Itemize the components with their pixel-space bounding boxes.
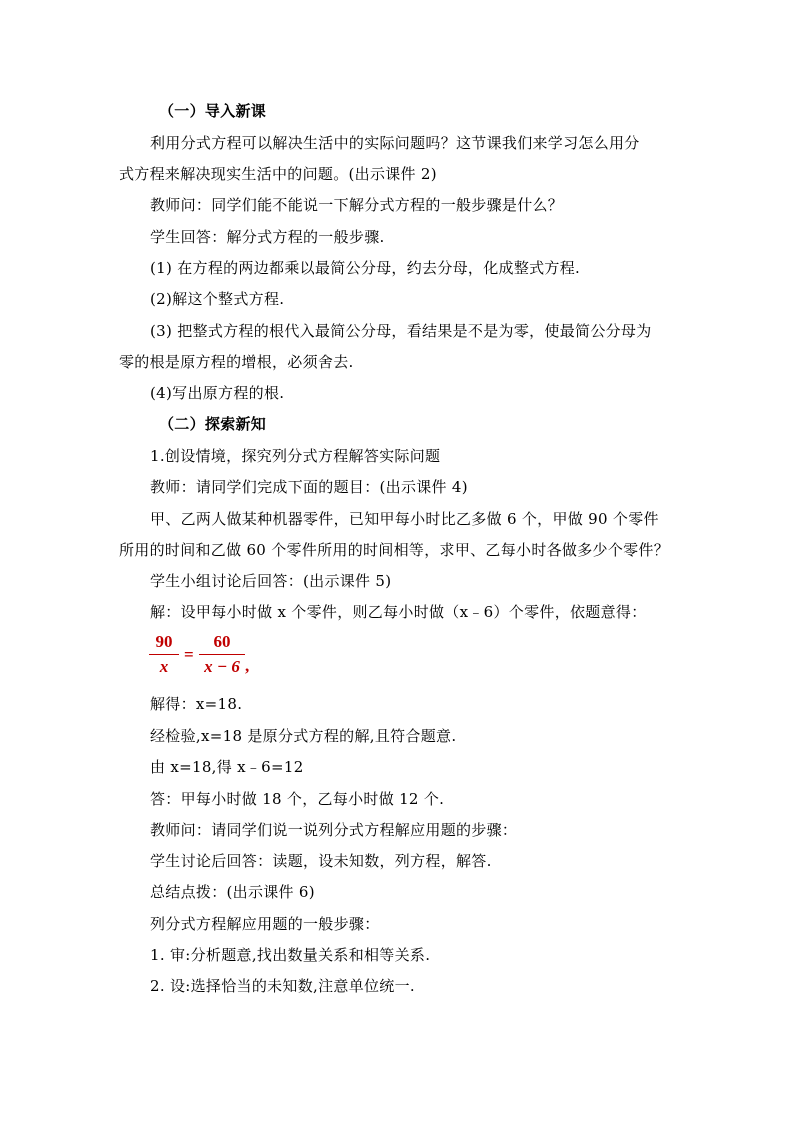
paragraph-line: 式方程来解决现实生活中的问题。(出示课件 2) [119, 165, 437, 183]
section-heading-explore: （二）探索新知 [159, 415, 267, 433]
fraction-denominator: x [159, 657, 169, 676]
section-heading-intro: （一）导入新课 [159, 102, 267, 120]
step-item: (3) 把整式方程的根代入最简公分母，看结果是不是为零，使最简公分母为 [150, 322, 652, 340]
answer-line: 答：甲每小时做 18 个，乙每小时做 12 个. [150, 790, 445, 808]
general-step-item: 2. 设:选择恰当的未知数,注意单位统一. [150, 977, 415, 995]
step-item: (2)解这个整式方程. [150, 290, 285, 308]
fraction-numerator: 90 [155, 632, 173, 651]
fraction-bar [149, 654, 179, 655]
equals-sign: = [184, 645, 194, 664]
step-item-continued: 零的根是原方程的增根，必须舍去. [119, 353, 354, 371]
teacher-question: 教师问：同学们能不能说一下解分式方程的一般步骤是什么？ [150, 196, 564, 214]
teacher-question: 教师问：请同学们说一说列分式方程解应用题的步骤： [150, 821, 518, 839]
student-answer: 学生回答：解分式方程的一般步骤. [150, 228, 385, 246]
step-item: (1) 在方程的两边都乘以最简公分母，约去分母，化成整式方程. [150, 259, 581, 277]
solution-intro: 解：设甲每小时做 x 个零件，则乙每小时做（x﹣6）个零件，依题意得： [150, 603, 647, 621]
equation-comma: , [245, 656, 250, 675]
fraction-left [149, 632, 179, 677]
student-answer: 学生讨论后回答：读题，设未知数，列方程，解答. [150, 852, 492, 870]
general-step-item: 1. 审:分析题意,找出数量关系和相等关系. [150, 946, 431, 964]
problem-line: 所用的时间和乙做 60 个零件所用的时间相等，求甲、乙每小时各做多少个零件？ [119, 541, 670, 559]
fraction-right [199, 632, 245, 677]
problem-line: 甲、乙两人做某种机器零件，已知甲每小时比乙多做 6 个，甲做 90 个零件 [150, 510, 659, 528]
derive-line: 由 x=18,得 x﹣6=12 [150, 758, 304, 776]
fraction-bar [199, 654, 245, 655]
group-answer: 学生小组讨论后回答：(出示课件 5) [150, 572, 392, 590]
fraction-numerator: 60 [213, 632, 231, 651]
summary-line: 总结点拨：(出示课件 6) [150, 883, 315, 901]
solve-line: 解得：x=18. [150, 695, 243, 713]
step-item: (4)写出原方程的根. [150, 384, 285, 402]
fraction-denominator: x − 6 [204, 657, 240, 676]
check-line: 经检验,x=18 是原分式方程的解,且符合题意. [150, 727, 457, 745]
paragraph-line: 利用分式方程可以解决生活中的实际问题吗？这节课我们来学习怎么用分 [150, 134, 640, 152]
general-steps-title: 列分式方程解应用题的一般步骤： [150, 915, 380, 933]
subsection-title: 1.创设情境，探究列分式方程解答实际问题 [150, 447, 441, 465]
teacher-prompt: 教师：请同学们完成下面的题目：(出示课件 4) [150, 478, 468, 496]
